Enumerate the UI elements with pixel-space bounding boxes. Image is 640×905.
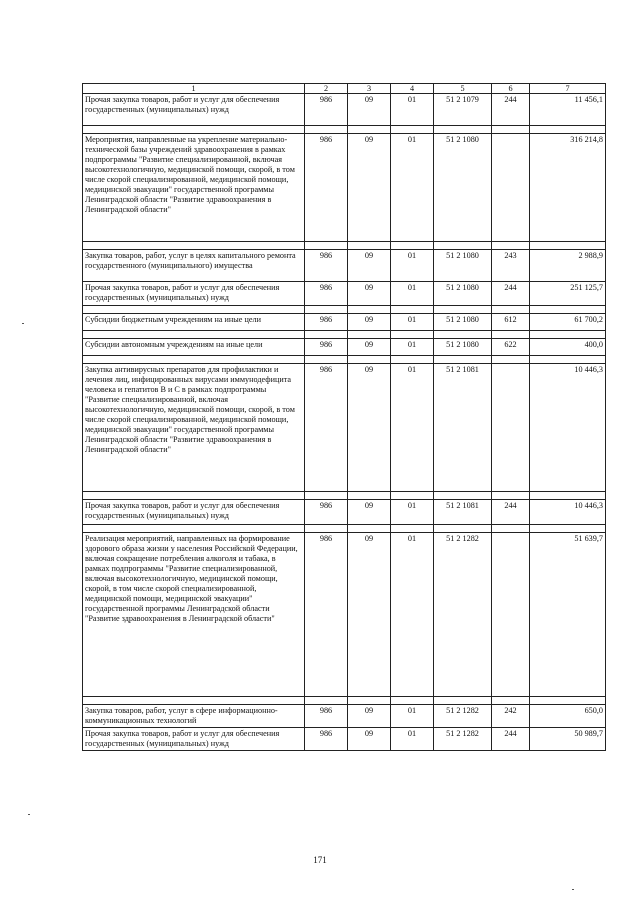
table-row [83, 282, 606, 306]
spacer-cell [434, 697, 492, 705]
row-description: Прочая закупка товаров, работ и услуг для обеспечения государственных (муниципальных) нужд [83, 728, 305, 751]
spacer-cell [434, 242, 492, 250]
code-col-5: 51 2 1081 [434, 364, 492, 492]
spacer-cell [492, 697, 530, 705]
amount-col-7: 251 125,7 [530, 282, 606, 306]
spacer-cell [492, 126, 530, 134]
spacer-cell [305, 242, 348, 250]
row-description: Закупка антивирусных препаратов для профилактики и лечения лиц, инфицированных вирусами иммунодефицита человека и гепатитов В и С в рамках подпрограммы "Развитие специализированной, включая высокотехнологичную, медицинской помощи, скорой, в том числе скорой специализированной, медицинской помощи, медицинской эвакуации" государственной программы Ленинградской области "Развитие здравоохранения в Ленинградской области" [83, 364, 305, 492]
spacer-cell [83, 356, 305, 364]
code-col-4: 01 [391, 339, 434, 356]
spacer-cell [391, 306, 434, 314]
spacer-cell [530, 492, 606, 500]
code-col-6: 244 [492, 94, 530, 126]
code-col-4: 01 [391, 94, 434, 126]
row-description: Реализация мероприятий, направленных на формирование здорового образа жизни у населения Российской Федерации, включая сокращение потребления алкоголя и табака, в рамках подпрограммы "Развитие специализированной, включая высокотехнологичную, медицинской помощи, скорой, в том числе скорой специализированной, медицинской помощи, медицинской эвакуации" государственной программы Ленинградской области "Развитие здравоохранения в Ленинградской области" [83, 533, 305, 697]
amount-col-7: 316 214,8 [530, 134, 606, 242]
spacer-cell [83, 306, 305, 314]
row-description: Мероприятия, направленные на укрепление материально-технической базы учреждений здравоохранения в рамках подпрограммы "Развитие специализированной, включая высокотехнологичную, медицинской помощи, скорой, в том числе скорой специализированной, медицинской помощи, медицинской эвакуации" государственной программы Ленинградской области "Развитие здравоохранения в Ленинградской области" [83, 134, 305, 242]
spacer-cell [348, 492, 391, 500]
column-header-1: 1 [83, 84, 305, 94]
code-col-2: 986 [305, 134, 348, 242]
scan-speck [572, 889, 574, 890]
spacer-cell [348, 525, 391, 533]
code-col-4: 01 [391, 134, 434, 242]
row-spacer [83, 242, 606, 250]
spacer-cell [83, 126, 305, 134]
spacer-cell [83, 697, 305, 705]
code-col-4: 01 [391, 533, 434, 697]
code-col-6 [492, 134, 530, 242]
code-col-6 [492, 533, 530, 697]
table-row [83, 250, 606, 282]
spacer-cell [492, 356, 530, 364]
table-row [83, 364, 606, 492]
code-col-4: 01 [391, 282, 434, 306]
code-col-6: 244 [492, 500, 530, 525]
table-row [83, 500, 606, 525]
spacer-cell [434, 126, 492, 134]
code-col-6: 243 [492, 250, 530, 282]
spacer-cell [530, 356, 606, 364]
spacer-cell [492, 331, 530, 339]
spacer-cell [530, 242, 606, 250]
code-col-6 [492, 364, 530, 492]
spacer-cell [530, 306, 606, 314]
code-col-3: 09 [348, 339, 391, 356]
column-header-7: 7 [530, 84, 606, 94]
code-col-4: 01 [391, 250, 434, 282]
code-col-4: 01 [391, 364, 434, 492]
row-spacer [83, 356, 606, 364]
amount-col-7: 51 639,7 [530, 533, 606, 697]
table-row [83, 339, 606, 356]
spacer-cell [434, 356, 492, 364]
spacer-cell [83, 331, 305, 339]
spacer-cell [305, 525, 348, 533]
spacer-cell [434, 306, 492, 314]
column-header-4: 4 [391, 84, 434, 94]
amount-col-7: 11 456,1 [530, 94, 606, 126]
spacer-cell [530, 697, 606, 705]
code-col-4: 01 [391, 728, 434, 751]
code-col-3: 09 [348, 94, 391, 126]
code-col-2: 986 [305, 705, 348, 728]
row-spacer [83, 492, 606, 500]
code-col-2: 986 [305, 250, 348, 282]
amount-col-7: 650,0 [530, 705, 606, 728]
code-col-6: 622 [492, 339, 530, 356]
code-col-6: 244 [492, 728, 530, 751]
spacer-cell [305, 356, 348, 364]
code-col-5: 51 2 1282 [434, 705, 492, 728]
code-col-3: 09 [348, 500, 391, 525]
table-row [83, 728, 606, 751]
table-body [83, 94, 606, 751]
spacer-cell [391, 492, 434, 500]
code-col-3: 09 [348, 314, 391, 331]
spacer-cell [492, 492, 530, 500]
table-row [83, 705, 606, 728]
code-col-5: 51 2 1282 [434, 728, 492, 751]
spacer-cell [83, 525, 305, 533]
row-description: Субсидии бюджетным учреждениям на иные цели [83, 314, 305, 331]
code-col-2: 986 [305, 282, 348, 306]
code-col-2: 986 [305, 500, 348, 525]
code-col-3: 09 [348, 705, 391, 728]
spacer-cell [492, 525, 530, 533]
row-spacer [83, 306, 606, 314]
row-description: Закупка товаров, работ, услуг в целях капитального ремонта государственного (муниципального) имущества [83, 250, 305, 282]
spacer-cell [391, 331, 434, 339]
row-spacer [83, 525, 606, 533]
spacer-cell [492, 306, 530, 314]
column-header-3: 3 [348, 84, 391, 94]
amount-col-7: 400,0 [530, 339, 606, 356]
spacer-cell [434, 331, 492, 339]
spacer-cell [492, 242, 530, 250]
amount-col-7: 50 989,7 [530, 728, 606, 751]
code-col-5: 51 2 1079 [434, 94, 492, 126]
code-col-2: 986 [305, 314, 348, 331]
code-col-3: 09 [348, 533, 391, 697]
spacer-cell [305, 126, 348, 134]
table-row [83, 314, 606, 331]
code-col-2: 986 [305, 728, 348, 751]
code-col-5: 51 2 1080 [434, 250, 492, 282]
table-row [83, 94, 606, 126]
spacer-cell [391, 242, 434, 250]
code-col-4: 01 [391, 500, 434, 525]
code-col-3: 09 [348, 364, 391, 492]
code-col-3: 09 [348, 728, 391, 751]
spacer-cell [530, 126, 606, 134]
spacer-cell [83, 492, 305, 500]
amount-col-7: 61 700,2 [530, 314, 606, 331]
spacer-cell [391, 525, 434, 533]
spacer-cell [348, 356, 391, 364]
code-col-5: 51 2 1080 [434, 314, 492, 331]
code-col-5: 51 2 1080 [434, 282, 492, 306]
spacer-cell [305, 306, 348, 314]
spacer-cell [348, 331, 391, 339]
code-col-5: 51 2 1080 [434, 134, 492, 242]
spacer-cell [530, 525, 606, 533]
code-col-5: 51 2 1282 [434, 533, 492, 697]
spacer-cell [391, 356, 434, 364]
spacer-cell [305, 331, 348, 339]
spacer-cell [530, 331, 606, 339]
row-description: Прочая закупка товаров, работ и услуг для обеспечения государственных (муниципальных) нужд [83, 94, 305, 126]
scan-speck [28, 814, 30, 815]
row-spacer [83, 697, 606, 705]
amount-col-7: 10 446,3 [530, 500, 606, 525]
code-col-6: 242 [492, 705, 530, 728]
spacer-cell [348, 697, 391, 705]
code-col-2: 986 [305, 339, 348, 356]
row-description: Прочая закупка товаров, работ и услуг для обеспечения государственных (муниципальных) нужд [83, 282, 305, 306]
spacer-cell [348, 242, 391, 250]
code-col-6: 612 [492, 314, 530, 331]
code-col-4: 01 [391, 314, 434, 331]
spacer-cell [305, 492, 348, 500]
column-header-5: 5 [434, 84, 492, 94]
spacer-cell [434, 525, 492, 533]
spacer-cell [434, 492, 492, 500]
code-col-3: 09 [348, 134, 391, 242]
code-col-2: 986 [305, 94, 348, 126]
spacer-cell [348, 306, 391, 314]
code-col-3: 09 [348, 282, 391, 306]
spacer-cell [83, 242, 305, 250]
row-description: Субсидии автономным учреждениям на иные цели [83, 339, 305, 356]
spacer-cell [348, 126, 391, 134]
spacer-cell [391, 697, 434, 705]
column-header-2: 2 [305, 84, 348, 94]
spacer-cell [391, 126, 434, 134]
code-col-3: 09 [348, 250, 391, 282]
spacer-cell [305, 697, 348, 705]
row-description: Закупка товаров, работ, услуг в сфере информационно-коммуникационных технологий [83, 705, 305, 728]
table-row [83, 533, 606, 697]
code-col-4: 01 [391, 705, 434, 728]
code-col-2: 986 [305, 533, 348, 697]
amount-col-7: 10 446,3 [530, 364, 606, 492]
page-number: 171 [313, 855, 327, 865]
code-col-6: 244 [492, 282, 530, 306]
row-description: Прочая закупка товаров, работ и услуг для обеспечения государственных (муниципальных) нужд [83, 500, 305, 525]
budget-table [82, 83, 606, 751]
amount-col-7: 2 988,9 [530, 250, 606, 282]
column-header-6: 6 [492, 84, 530, 94]
code-col-5: 51 2 1080 [434, 339, 492, 356]
header-row [83, 84, 606, 94]
table-row [83, 134, 606, 242]
scan-speck [22, 323, 24, 324]
row-spacer [83, 126, 606, 134]
code-col-2: 986 [305, 364, 348, 492]
row-spacer [83, 331, 606, 339]
code-col-5: 51 2 1081 [434, 500, 492, 525]
